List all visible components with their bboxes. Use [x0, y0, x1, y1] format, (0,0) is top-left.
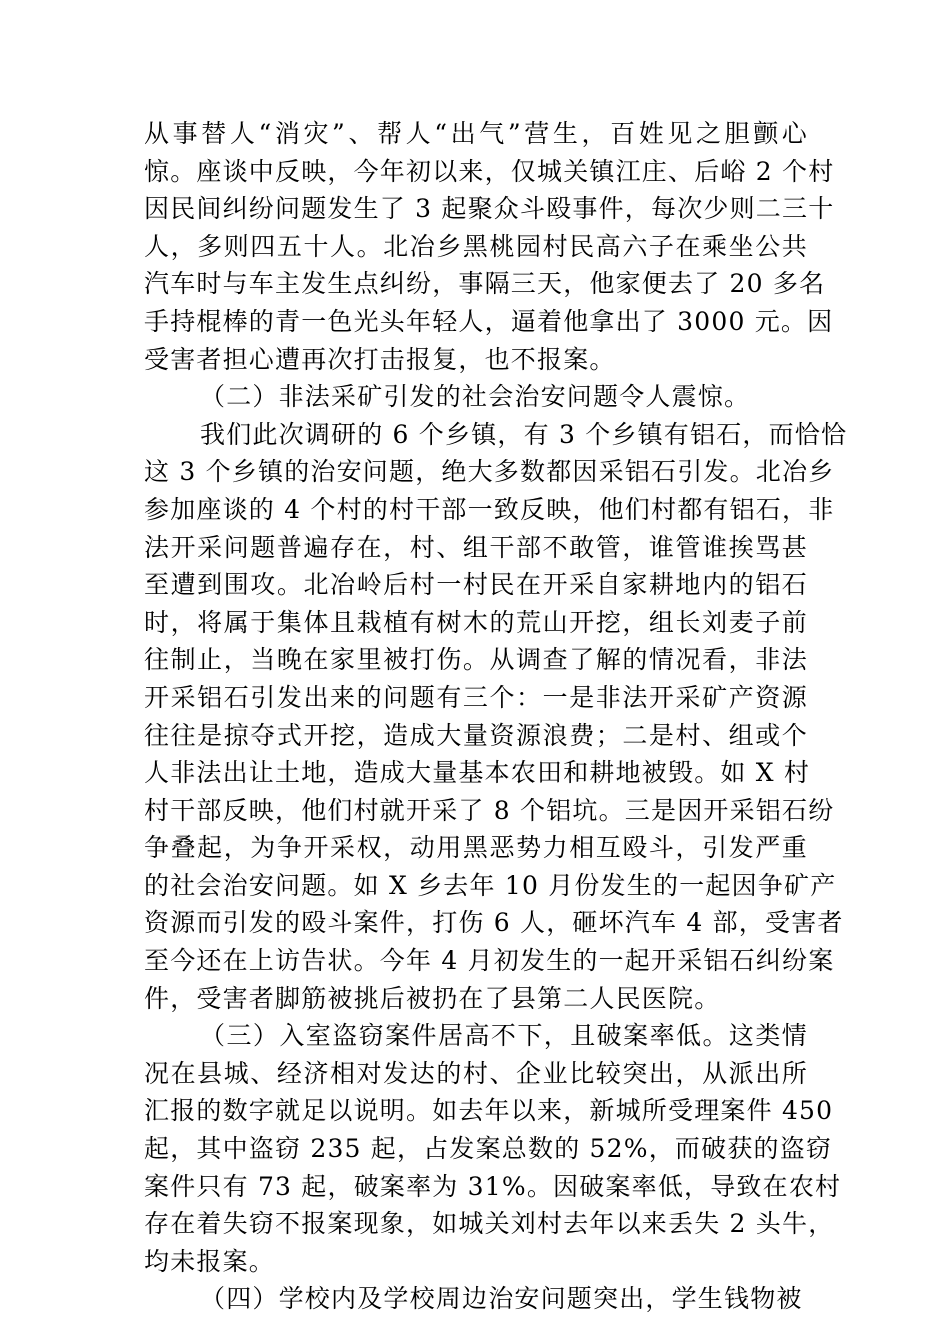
paragraph-burglary — [144, 1017, 842, 1280]
text-line: 汇报的数字就足以说明。如去年以来，新城所受理案件 450 — [144, 1096, 834, 1126]
text-line: （三）入室盗窃案件居高不下，且破案率低。这类情 — [200, 1021, 808, 1051]
text-line: 开采铝石引发出来的问题有三个：一是非法开采矿产资源 — [144, 682, 808, 712]
paragraph-school-safety — [144, 1280, 808, 1318]
text-line: 因民间纠纷问题发生了 3 起聚众斗殴事件，每次少则二三十 — [144, 194, 835, 224]
text-line: 参加座谈的 4 个村的村干部一致反映，他们村都有铝石，非 — [144, 494, 835, 524]
text-line: 存在着失窃不报案现象，如城关刘村去年以来丢失 2 头牛， — [144, 1209, 835, 1239]
text-line: 争叠起，为争开采权，动用黑恶势力相互殴斗，引发严重 — [144, 833, 808, 863]
text-line: 这 3 个乡镇的治安问题，绝大多数都因采铝石引发。北冶乡 — [144, 457, 835, 487]
text-line: 受害者担心遭再次打击报复，也不报案。 — [144, 344, 616, 374]
text-line: 人，多则四五十人。北冶乡黑桃园村民高六子在乘坐公共 — [144, 231, 808, 261]
text-line: 从事替人“消灾”、帮人“出气”营生，百姓见之胆颤心 — [144, 119, 808, 148]
text-line: 起，其中盗窃 235 起，占发案总数的 52%，而破获的盗窃 — [144, 1134, 833, 1164]
text-line: 资源而引发的殴斗案件，打伤 6 人，砸坏汽车 4 部，受害者 — [144, 908, 844, 938]
paragraph-continuation — [144, 115, 835, 378]
text-line: 手持棍棒的青一色光头年轻人，逼着他拿出了 3000 元。因 — [144, 306, 834, 336]
text-line: 人非法出让土地，造成大量基本农田和耕地被毁。如 X 村 — [144, 758, 811, 788]
section-heading-2 — [144, 378, 808, 416]
body-text — [144, 115, 848, 1318]
text-line: 往往是掠夺式开挖，造成大量资源浪费；二是村、组或个 — [144, 720, 808, 750]
text-line: 案件只有 73 起，破案率为 31%。因破案率低，导致在农村 — [144, 1171, 842, 1201]
text-line: （二）非法采矿引发的社会治安问题令人震惊。 — [200, 382, 751, 412]
text-line: 的社会治安问题。如 X 乡去年 10 月份发生的一起因争矿产 — [144, 870, 837, 900]
paragraph-mining — [144, 416, 848, 1018]
text-line: 我们此次调研的 6 个乡镇，有 3 个乡镇有铝石，而恰恰 — [200, 419, 848, 449]
text-line: 况在县城、经济相对发达的村、企业比较突出，从派出所 — [144, 1058, 808, 1088]
text-line: 往制止，当晚在家里被打伤。从调查了解的情况看，非法 — [144, 645, 808, 675]
text-line: 汽车时与车主发生点纠纷，事隔三天，他家便去了 20 多名 — [144, 269, 826, 299]
text-line: 法开采问题普遍存在，村、组干部不敢管，谁管谁挨骂甚 — [144, 532, 808, 562]
text-line: 惊。座谈中反映，今年初以来，仅城关镇江庄、后峪 2 个村 — [144, 156, 835, 186]
text-line: 件，受害者脚筋被挑后被扔在了县第二人民医院。 — [144, 983, 721, 1013]
text-line: 至遭到围攻。北冶岭后村一村民在开采自家耕地内的铝石 — [144, 570, 808, 600]
text-line: 村干部反映，他们村就开采了 8 个铝坑。三是因开采铝石纷 — [144, 795, 835, 825]
text-line: （四）学校内及学校周边治安问题突出，学生钱物被 — [200, 1284, 803, 1314]
text-line: 至今还在上访告状。今年 4 月初发生的一起开采铝石纠纷案 — [144, 946, 835, 976]
text-line: 时，将属于集体且栽植有树木的荒山开挖，组长刘麦子前 — [144, 607, 808, 637]
text-line: 均未报案。 — [144, 1246, 276, 1276]
